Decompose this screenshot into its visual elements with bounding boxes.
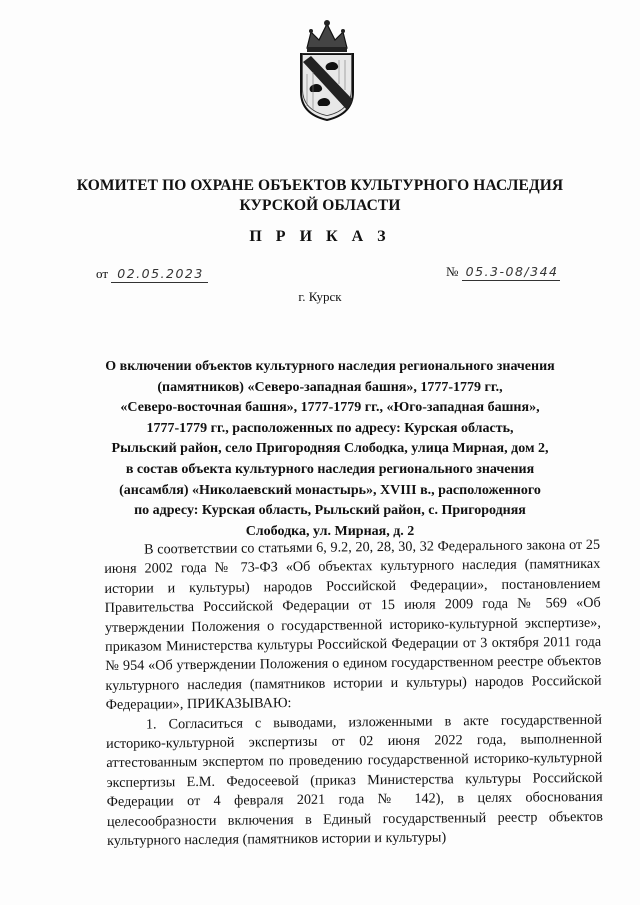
- subject-line: по адресу: Курская область, Рыльский район, с. Пригородняя: [134, 503, 526, 519]
- number-field: [446, 264, 560, 281]
- body-paragraph-1: В соответствии со статьями 6, 9.2, 20, 28, 30, 32 Федерального закона от 25 июня 2002 года № 73-ФЗ «Об объектах культурного наследия (памятниках истории и культуры) народов Российской Федерации», постановлением Правительства Российской Федерации от 15 июля 2009 года № 569 «Об утверждении Положения о государственной историко-культурной экспертизе», приказом Министерства культуры Российской Федерации от 3 октября 2011 года № 954 «Об утверждении Положения о едином государственном реестре объектов культурного наследия (памятников истории и культуры) народов Российской Федерации», ПРИКАЗЫВАЮ:: [104, 536, 602, 714]
- city: г. Курск: [298, 289, 342, 304]
- subject-line: Рыльский район, село Пригородняя Слободка, улица Мирная, дом 2,: [111, 441, 549, 457]
- org-line-2: КУРСКОЙ ОБЛАСТИ: [239, 197, 401, 214]
- date-value: 02.05.2023: [117, 266, 204, 281]
- number-value: 05.3-08/344: [465, 264, 559, 279]
- subject-line: Слободка, ул. Мирная, д. 2: [245, 523, 415, 539]
- org-line-1: КОМИТЕТ ПО ОХРАНЕ ОБЪЕКТОВ КУЛЬТУРНОГО НАСЛЕДИЯ: [76, 177, 564, 194]
- date-prefix: от: [96, 266, 109, 281]
- date-field: [96, 266, 208, 283]
- document-subject: [104, 357, 556, 542]
- subject-line: (ансамбля) «Николаевский монастырь», XVIII в., расположенного: [119, 482, 541, 498]
- number-prefix: №: [446, 264, 459, 279]
- document-type: П Р И К А З: [249, 228, 391, 245]
- coat-of-arms-emblem: [293, 14, 361, 124]
- subject-line: О включении объектов культурного наследия регионального значения: [105, 359, 555, 374]
- document-body: [104, 536, 603, 852]
- subject-line: «Северо-восточная башня», 1777-1779 гг., «Юго-западная башня»,: [120, 400, 540, 416]
- organization-name: [60, 176, 580, 216]
- body-paragraph-2: 1. Согласиться с выводами, изложенными в акте государственной историко-культурной экспертизы от 02 июня 2022 года, выполненной аттестованным экспертом по проведению государственной историко-культурной экспертизы Е.М. Федосеевой (приказ Министерства культуры Российской Федерации от 4 февраля 2021 года № 142), в целях обоснования целесообразности включения в Единый государственный реестр объектов культурного наследия (памятников истории и культуры): [106, 711, 603, 850]
- subject-line: (памятников) «Северо-западная башня», 1777-1779 гг.,: [157, 379, 503, 395]
- subject-line: в состав объекта культурного наследия регионального значения: [125, 461, 535, 477]
- subject-line: 1777-1779 гг., расположенных по адресу: Курская область,: [146, 420, 514, 436]
